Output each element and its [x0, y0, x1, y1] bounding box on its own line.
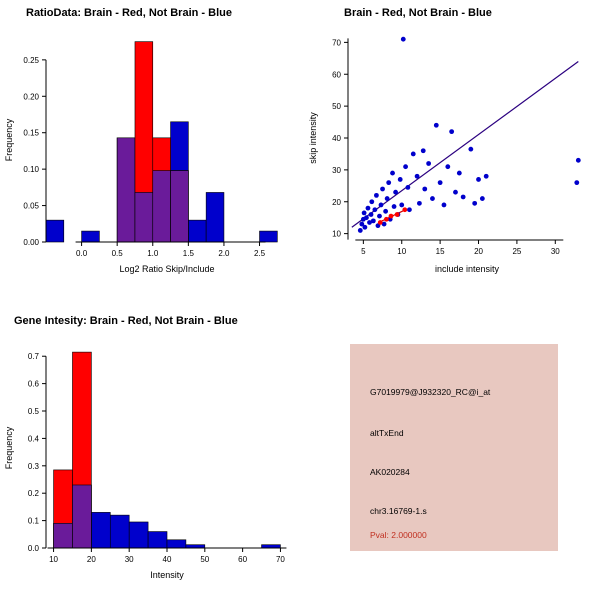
ratio-histogram-canvas	[0, 0, 300, 300]
intensity-histogram-title: Gene Intesity: Brain - Red, Not Brain - Blue	[14, 315, 238, 327]
svg-text:10: 10	[49, 555, 59, 564]
info-pval: Pval: 2.000000	[370, 530, 427, 540]
gene-info-box	[350, 344, 558, 551]
info-probe-id: G7019979@J932320_RC@i_at	[370, 387, 491, 397]
svg-text:0.3: 0.3	[27, 461, 39, 471]
svg-text:30: 30	[332, 165, 341, 175]
svg-text:0.5: 0.5	[27, 407, 39, 417]
svg-text:0.10: 0.10	[23, 165, 39, 175]
intensity-histogram-canvas	[0, 300, 300, 600]
svg-text:20: 20	[332, 197, 341, 207]
svg-text:20: 20	[474, 247, 483, 256]
scatter-canvas	[300, 0, 600, 300]
info-accession: AK020284	[370, 467, 410, 477]
scatter-title: Brain - Red, Not Brain - Blue	[344, 7, 492, 19]
panel-ratio-histogram	[0, 0, 300, 300]
svg-text:2.5: 2.5	[253, 249, 266, 258]
svg-text:50: 50	[332, 102, 341, 112]
svg-text:0.15: 0.15	[23, 128, 39, 138]
svg-text:40: 40	[332, 134, 341, 143]
svg-text:1.0: 1.0	[147, 249, 159, 258]
svg-text:70: 70	[275, 555, 285, 564]
svg-text:50: 50	[200, 555, 210, 564]
panel-intensity-histogram	[0, 300, 300, 600]
svg-text:40: 40	[162, 555, 172, 564]
svg-text:10: 10	[397, 247, 407, 256]
svg-text:0.7: 0.7	[27, 352, 39, 362]
svg-text:Frequency: Frequency	[4, 118, 14, 162]
svg-text:0.00: 0.00	[23, 238, 39, 247]
svg-text:10: 10	[332, 229, 341, 239]
svg-text:30: 30	[124, 555, 134, 564]
svg-text:1.5: 1.5	[182, 249, 194, 258]
svg-text:Intensity: Intensity	[150, 570, 184, 580]
svg-text:60: 60	[238, 555, 248, 564]
svg-text:5: 5	[361, 247, 366, 256]
svg-text:0.2: 0.2	[27, 489, 39, 499]
svg-text:2.0: 2.0	[218, 249, 230, 258]
svg-text:0.20: 0.20	[23, 92, 39, 102]
info-locus: chr3.16769-1.s	[370, 506, 427, 516]
svg-text:0.05: 0.05	[23, 201, 39, 211]
panel-scatter	[300, 0, 600, 300]
svg-text:0.6: 0.6	[27, 379, 39, 389]
svg-text:0.25: 0.25	[23, 55, 39, 65]
info-event-type: altTxEnd	[370, 428, 404, 438]
svg-text:Frequency: Frequency	[4, 426, 14, 470]
ratio-histogram-title: RatioData: Brain - Red, Not Brain - Blue	[26, 7, 232, 19]
svg-text:15: 15	[435, 247, 445, 256]
svg-text:0.1: 0.1	[27, 516, 39, 526]
svg-text:70: 70	[332, 38, 341, 48]
svg-text:0.0: 0.0	[76, 249, 88, 258]
svg-text:skip intensity: skip intensity	[308, 112, 318, 164]
svg-text:0.4: 0.4	[27, 434, 39, 444]
svg-text:30: 30	[550, 247, 560, 256]
svg-text:60: 60	[332, 70, 341, 80]
svg-text:include intensity: include intensity	[434, 264, 500, 274]
svg-text:0.5: 0.5	[111, 249, 123, 258]
svg-text:Log2 Ratio Skip/Include: Log2 Ratio Skip/Include	[119, 264, 215, 274]
svg-text:0.0: 0.0	[27, 544, 39, 553]
svg-text:25: 25	[512, 247, 522, 256]
svg-text:20: 20	[86, 555, 96, 564]
